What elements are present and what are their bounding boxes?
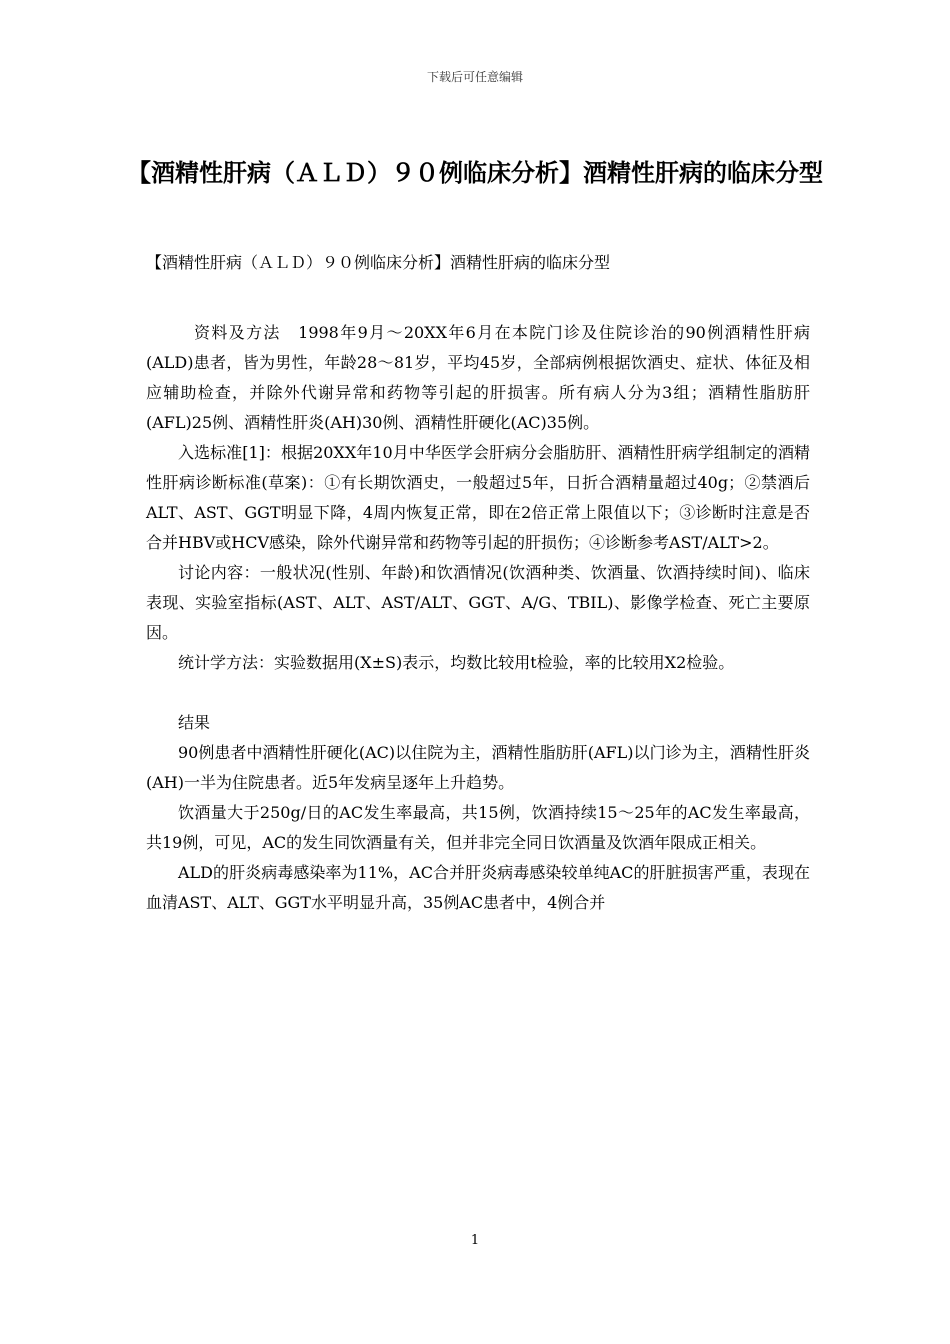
document-title: 【酒精性肝病（ＡＬＤ）９０例临床分析】酒精性肝病的临床分型	[127, 159, 823, 187]
paragraph-statistics: 统计学方法：实验数据用(X±S)表示，均数比较用t检验，率的比较用X2检验。	[178, 653, 735, 672]
page-number: 1	[470, 1233, 480, 1248]
paragraph-methods: 资料及方法 1998年9月～20XX年6月在本院门诊及住院诊治的90例酒精性肝病(ALD)患者，皆为男性，年龄28～81岁，平均45岁，全部病例根据饮酒史、症状、体征及相应辅助检查，并除外代谢异常和药物等引起的肝损害。所有病人分为3组；酒精性脂肪肝(AFL)25例、酒精性肝炎(AH)30例、酒精性肝硬化(AC)35例。	[146, 323, 810, 432]
paragraph-results-3: ALD的肝炎病毒感染率为11%，AC合并肝炎病毒感染较单纯AC的肝脏损害严重，表现在血清AST、ALT、GGT水平明显升高，35例AC患者中，4例合并	[146, 863, 810, 912]
paragraph-results-2: 饮酒量大于250g/日的AC发生率最高，共15例，饮酒持续15～25年的AC发生率最高，共19例，可见，AC的发生同饮酒量有关，但并非完全同日饮酒量及饮酒年限成正相关。	[146, 803, 810, 852]
paragraph-discussion-content: 讨论内容：一般状况(性别、年龄)和饮酒情况(饮酒种类、饮酒量、饮酒持续时间)、临床表现、实验室指标(AST、ALT、AST/ALT、GGT、A/G、TBIL)、影像学检查、死亡主要原因。	[146, 563, 810, 642]
paragraph-inclusion-criteria: 入选标准[1]：根据20XX年10月中华医学会肝病分会脂肪肝、酒精性肝病学组制定的酒精性肝病诊断标准(草案)：①有长期饮酒史，一般超过5年，日折合酒精量超过40g；②禁酒后ALT、AST、GGT明显下降，4周内恢复正常，即在2倍正常上限值以下；③诊断时注意是否合并HBV或HCV感染，除外代谢异常和药物等引起的肝损伤；④诊断参考AST/ALT>2。	[146, 443, 810, 552]
document-subtitle: 【酒精性肝病（ＡＬＤ）９０例临床分析】酒精性肝病的临床分型	[146, 253, 611, 272]
document-body	[146, 318, 810, 918]
paragraph-results-1: 90例患者中酒精性肝硬化(AC)以住院为主，酒精性脂肪肝(AFL)以门诊为主，酒精性肝炎(AH)一半为住院患者。近5年发病呈逐年上升趋势。	[146, 743, 810, 792]
section-heading-results: 结果	[178, 713, 211, 732]
header-note: 下载后可任意编辑	[426, 70, 523, 84]
paragraph-gap	[146, 678, 810, 708]
